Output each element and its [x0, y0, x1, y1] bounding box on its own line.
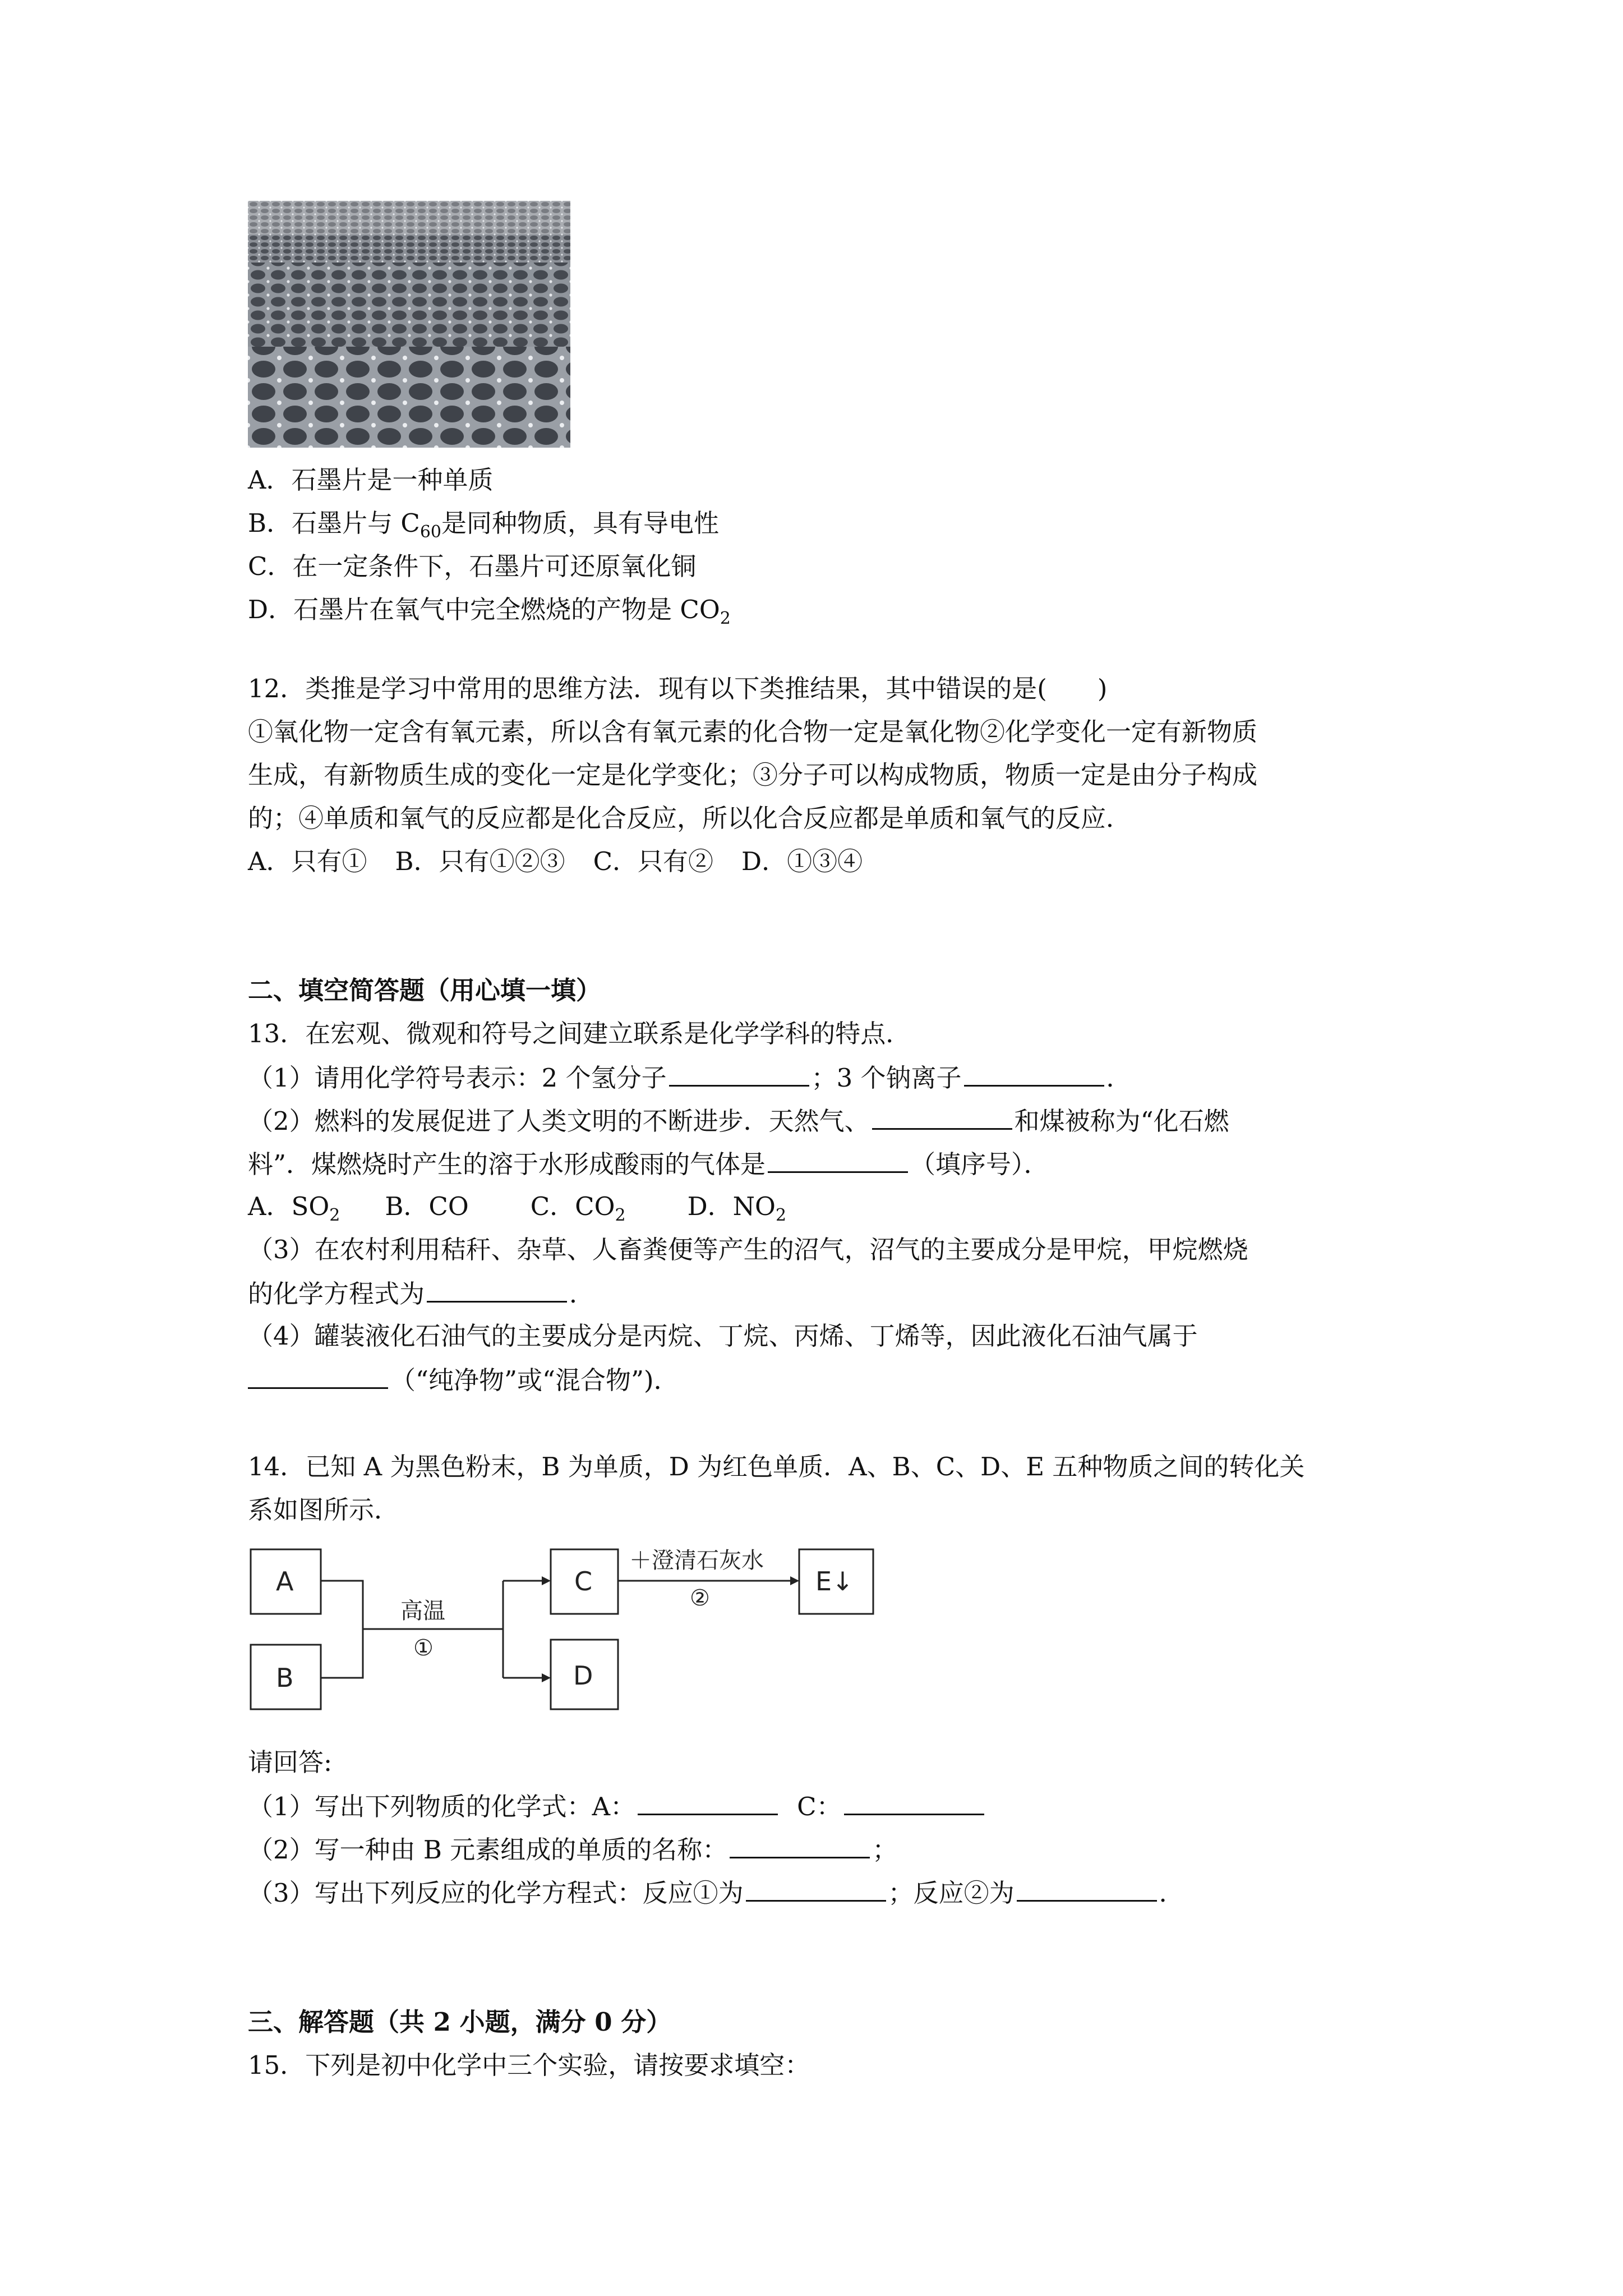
q13-part-2 — [248, 1103, 1229, 1138]
q14-part-3-end: ． — [1159, 1878, 1184, 1908]
q14-part-2 — [248, 1832, 897, 1867]
answer-blank[interactable] — [730, 1832, 870, 1858]
q12-body-line: 的；④单质和氧气的反应都是化合反应，所以化合反应都是单质和氧气的反应． — [248, 803, 1132, 833]
arrowhead — [542, 1673, 551, 1682]
q13-part-3-cont — [248, 1276, 594, 1311]
answer-blank[interactable] — [638, 1789, 778, 1815]
section-2-title: 二、填空简答题（用心填一填） — [248, 976, 602, 1005]
reaction-1-number: ① — [413, 1635, 434, 1661]
q14-part-1-text-2: C： — [797, 1792, 842, 1821]
q13-part-1-text: （1）请用化学符号表示：2 个氢分子 — [248, 1063, 667, 1093]
q11-option-b-subscript: 60 — [419, 522, 441, 542]
q12-stem: 12．类推是学习中常用的思维方法．现有以下类推结果，其中错误的是( ) — [248, 674, 1108, 703]
answer-blank[interactable] — [844, 1789, 984, 1815]
q13-option-d-text: D．NO — [687, 1191, 776, 1221]
q11-option-d-subscript: 2 — [720, 609, 731, 628]
q13-part-4: （4）罐装液化石油气的主要成分是丙烷、丁烷、丙烯、丁烯等，因此液化石油气属于 — [248, 1321, 1198, 1351]
answer-blank[interactable] — [872, 1103, 1012, 1130]
q14-ask: 请回答: — [248, 1747, 333, 1777]
q13-option-a — [248, 1190, 340, 1232]
q12-body-line: 生成，有新物质生成的变化一定是化学变化；③分子可以构成物质，物质一定是由分子构成 — [248, 760, 1258, 790]
q13-part-2-text-4: （填序号）． — [910, 1149, 1049, 1179]
answer-blank[interactable] — [427, 1276, 567, 1303]
answer-blank[interactable] — [1017, 1875, 1157, 1902]
answer-blank[interactable] — [768, 1147, 908, 1173]
q12-option-b: B．只有①②③ — [395, 846, 565, 876]
box-a-label: A — [276, 1566, 294, 1596]
q13-part-2-text: （2）燃料的发展促进了人类文明的不断进步．天然气、 — [248, 1106, 870, 1136]
box-e-label: E↓ — [815, 1566, 854, 1596]
q14-part-3 — [248, 1875, 1184, 1910]
reaction-1-condition: 高温 — [400, 1598, 445, 1624]
q14-part-2-text: （2）写一种由 B 元素组成的单质的名称： — [248, 1835, 728, 1865]
q13-part-2-cont — [248, 1147, 1049, 1181]
q14-part-3-text: （3）写出下列反应的化学方程式：反应①为 — [248, 1878, 744, 1908]
q11-option-d-text: D．石墨片在氧气中完全燃烧的产物是 CO — [248, 595, 720, 624]
q13-option-a-text: A．SO — [248, 1191, 330, 1221]
q13-part-3: （3）在农村利用秸秆、杂草、人畜粪便等产生的沼气，沼气的主要成分是甲烷，甲烷燃烧 — [248, 1235, 1248, 1264]
answer-blank[interactable] — [964, 1060, 1104, 1087]
q13-option-c-text: C．CO — [530, 1191, 615, 1221]
q12-option-a: A．只有① — [248, 846, 367, 876]
q11-option-a: A．石墨片是一种单质 — [248, 465, 494, 495]
reaction-2-number: ② — [690, 1585, 710, 1611]
box-c-label: C — [574, 1566, 593, 1596]
q12-body-line: ①氧化物一定含有氧元素，所以含有氧元素的化合物一定是氧化物②化学变化一定有新物质 — [248, 717, 1258, 747]
graphene-figure — [248, 201, 570, 448]
q13-option-a-subscript: 2 — [329, 1205, 340, 1225]
arrowhead — [790, 1576, 799, 1585]
q13-part-3-text: 的化学方程式为 — [248, 1279, 425, 1309]
q13-option-d — [688, 1190, 786, 1232]
arrowhead — [542, 1576, 551, 1585]
section-3-title: 三、解答题（共 2 小题，满分 0 分） — [248, 2007, 672, 2037]
q14-part-2-end: ； — [872, 1835, 898, 1865]
box-b-label: B — [276, 1663, 294, 1693]
answer-blank[interactable] — [248, 1363, 388, 1389]
reaction-2-condition: ＋澄清石灰水 — [629, 1548, 764, 1573]
q14-part-3-text-2: ；反应②为 — [888, 1878, 1015, 1908]
q13-part-2-options — [248, 1190, 814, 1232]
q13-option-c-subscript: 2 — [615, 1205, 626, 1225]
q13-part-2-text-3: 料”．煤燃烧时产生的溶于水形成酸雨的气体是 — [248, 1149, 766, 1179]
connector-ab — [321, 1581, 363, 1678]
answer-blank[interactable] — [746, 1875, 886, 1902]
q13-option-c — [531, 1190, 626, 1232]
q13-part-4-text: （“纯净物”或“混合物”)． — [390, 1365, 679, 1395]
q13-part-2-text-2: 和煤被称为“化石燃 — [1014, 1106, 1229, 1136]
q12-option-c: C．只有② — [593, 846, 714, 876]
q13-part-1 — [248, 1060, 1132, 1095]
q13-option-d-subscript: 2 — [775, 1205, 787, 1225]
q11-option-b-text: B．石墨片与 C — [248, 508, 420, 538]
q13-part-4-cont — [248, 1363, 679, 1397]
q13-part-1-end: ． — [1106, 1063, 1132, 1093]
q11-option-c: C．在一定条件下，石墨片可还原氧化铜 — [248, 551, 697, 581]
answer-blank[interactable] — [669, 1060, 809, 1087]
q15-stem: 15．下列是初中化学中三个实验，请按要求填空： — [248, 2050, 810, 2080]
q13-part-3-end: ． — [569, 1279, 595, 1309]
q14-stem-cont: 系如图所示． — [248, 1495, 400, 1525]
q14-part-1-text: （1）写出下列物质的化学式：A： — [248, 1792, 636, 1821]
q14-conversion-diagram — [248, 1540, 887, 1731]
q12-option-d: D．①③④ — [741, 846, 863, 876]
box-d-label: D — [573, 1660, 593, 1691]
q14-stem: 14．已知 A 为黑色粉末，B 为单质，D 为红色单质．A、B、C、D、E 五种物质之间的转化关 — [248, 1452, 1305, 1481]
q13-stem: 13．在宏观、微观和符号之间建立联系是化学学科的特点． — [248, 1019, 911, 1048]
q13-part-1-text-2: ；3 个钠离子 — [811, 1063, 962, 1093]
q12-options — [248, 845, 891, 878]
q11-option-b — [248, 507, 719, 549]
q11-option-b-rest: 是同种物质，具有导电性 — [441, 508, 720, 538]
q14-part-1 — [248, 1789, 986, 1824]
q11-option-d — [248, 593, 731, 636]
q13-option-b: B．CO — [385, 1191, 469, 1221]
